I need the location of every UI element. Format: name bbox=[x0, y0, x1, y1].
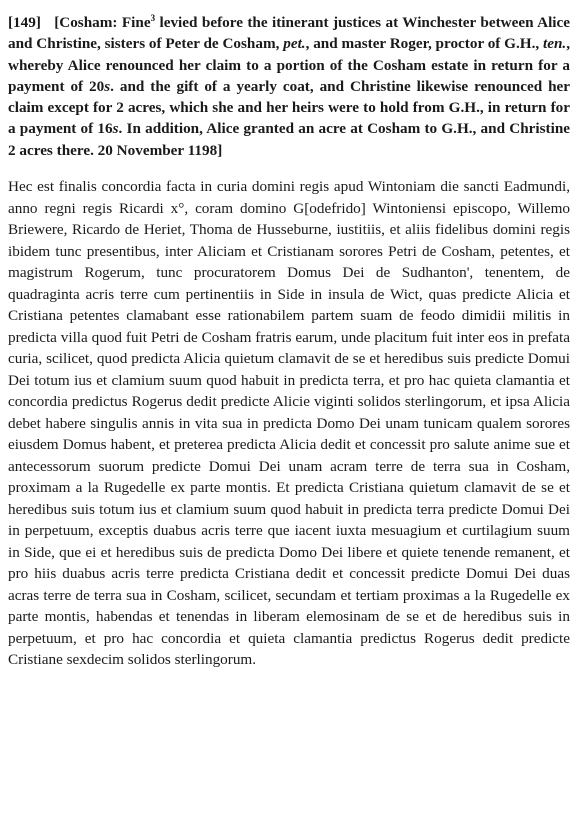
abbrev-shillings-1: s bbox=[104, 77, 111, 95]
entry-header bbox=[8, 12, 570, 161]
document-page bbox=[8, 12, 570, 671]
entry-number: [149] bbox=[8, 14, 41, 31]
abbrev-shillings-2: s bbox=[112, 120, 119, 138]
header-text-c: , and master Roger, proctor of G.H., bbox=[305, 35, 543, 53]
footnote-ref[interactable]: 3 bbox=[150, 13, 156, 23]
header-text-a: [Cosham: Fine bbox=[54, 14, 151, 31]
abbrev-ten: ten. bbox=[543, 35, 567, 53]
header-text-e: . and the gift of a yearly coat, and Christine likewise renounced her claim except for 2 acres, which she and her heirs were to hold from G.H., in return for a payment of 16 bbox=[8, 77, 570, 138]
header-text-f: . In addition, Alice granted an acre at Cosham to G.H., and Christine 2 acres there. 20 November 1198] bbox=[8, 120, 571, 159]
header-text-b: levied before the itinerant justices at Winchester between Alice and Christine, sisters of Peter de Cosham, bbox=[8, 14, 570, 53]
header-text-d: , whereby Alice renounced her claim to a portion of the Cosham estate in return for a payment of 20 bbox=[8, 35, 571, 95]
charter-paragraph: Hec est finalis concordia facta in curia domini regis apud Wintoniam die sancti Eadmundi, anno regni regis Ricardi x°, coram domino G[odefrido] Wintoniensi episcopo, Willemo Briewere, Ricardo de Heriet, Thoma de Husseburne, iustitiis, et aliis fidelibus domini regis ibidem tunc presentibus, inter Aliciam et Cristianam sorores Petri de Cosham, petentes, et magistrum Rogerum, tunc procuratorem Domus Dei de Sudhanton', tenentem, de quadraginta acris terre cum pertinentiis in Side in insula de Wict, quas predicte Alicia et Cristiana petentes clamabant esse rationabilem partem suam de feodo dimidii militis in predicta villa quod fuit Petri de Cosham fratris earum, unde placitum fuit inter eos in prefata curia, scilicet, quod predicta Alicia quietum clamavit de se et heredibus suis predicte Domui Dei totum ius et clamium suum quod habuit in predicta terra, et pro hac quieta clamantia et concordia predictus Rogerus dedit predicte Alicie viginti solidos sterlingorum, et ipsa Alicia debet habere singulis annis in vita sua in predicta Domo Dei unam tunicam qualem sorores eiusdem Domus habent, et preterea predicta Alicia dedit et concessit pro salute anime sue et antecessorum suorum predicte Domui Dei unam acram terre de terra sua in Cosham, proximam a la Rugedelle ex parte montis. Et predicta Cristiana quietum clamavit de se et heredibus suis totum ius et clamium suum quod habuit in predicta terra predicte Domui Dei in perpetuum, exceptis duabus acris terre que iacent iuxta mesuagium et curtilagium suum in Side, que ei et heredibus suis de predicta Domo Dei libere et quiete tenende remanent, et pro hiis duabus acris terre predicta Cristiana dedit et concessit predicte Domui Dei duas acras terre de terra sua in Cosham, scilicet, secundam et tertiam proximas a la Rugedelle ex parte montis, habendas et tenendas in liberam elemosinam de se et de heredibus suis in perpetuum, et pro hac concordia et quieta clamantia predictus Rogerus dedit predicte Cristiane sexdecim solidos sterlingorum. bbox=[8, 178, 570, 669]
charter-text bbox=[8, 176, 570, 671]
abbrev-pet: pet. bbox=[283, 35, 306, 53]
